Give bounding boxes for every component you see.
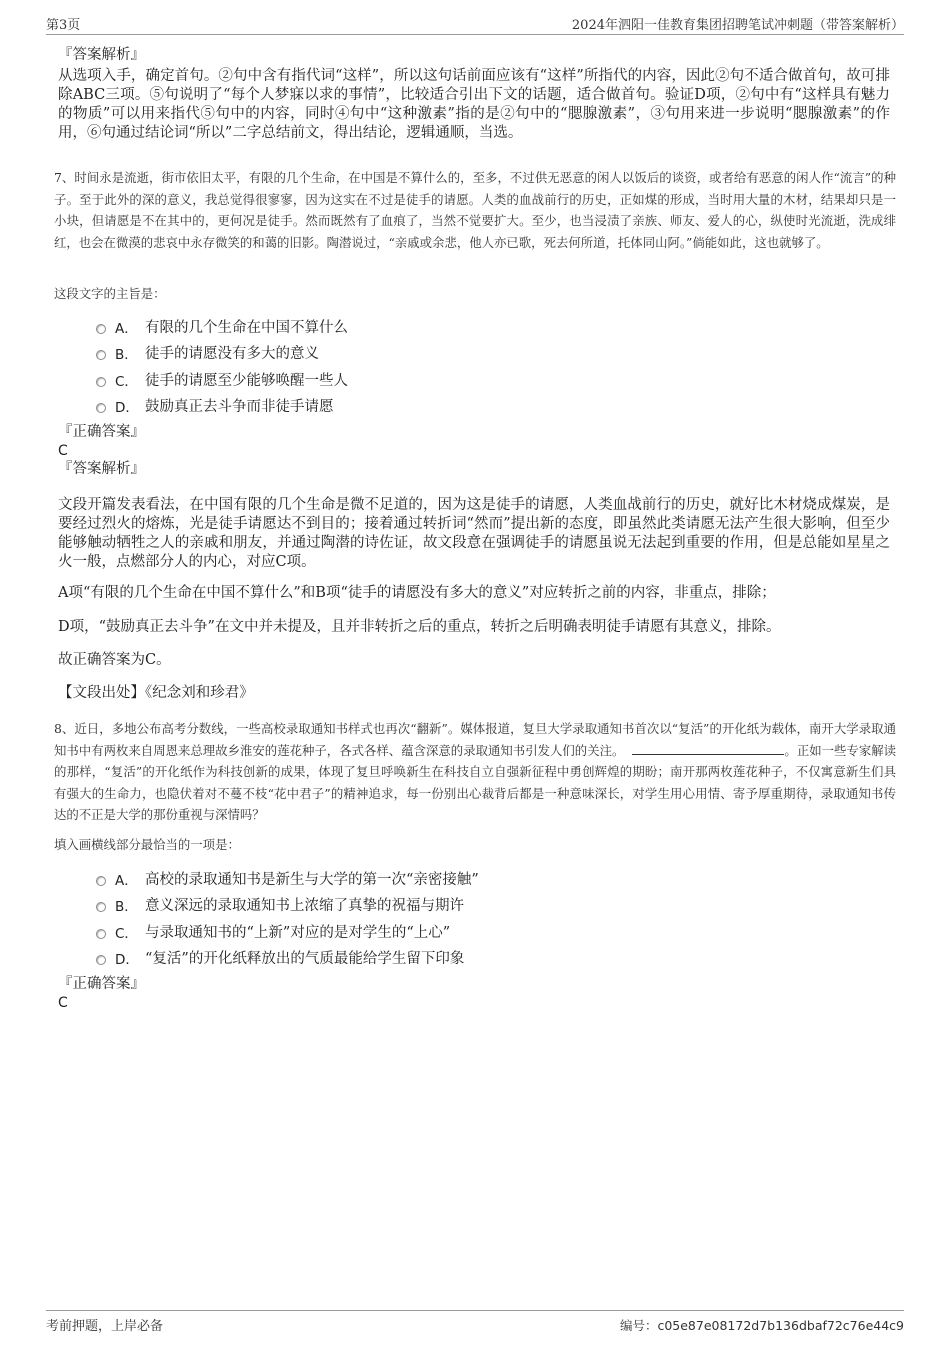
q7-answer-title: 『正确答案』 xyxy=(58,424,145,440)
option-letter: D． xyxy=(115,399,139,416)
q8-passage xyxy=(54,718,896,826)
option-text: 与录取通知书的“上新”对应的是对学生的“上心” xyxy=(145,925,451,941)
radio-icon[interactable] xyxy=(96,902,106,912)
q6-analysis-block xyxy=(58,46,890,143)
q7-option-d[interactable] xyxy=(96,395,334,416)
page-footer xyxy=(46,1310,904,1334)
q7-option-b[interactable] xyxy=(96,342,319,363)
q8-answer-block xyxy=(58,975,890,1011)
radio-icon[interactable] xyxy=(96,929,106,939)
q7-analysis-paragraph-4: 故正确答案为C。 xyxy=(58,652,171,668)
q7-answer: C xyxy=(58,443,68,459)
option-letter: B． xyxy=(115,898,138,915)
document-title: 2024年泗阳一佳教育集团招聘笔试冲刺题（带答案解析） xyxy=(571,18,904,33)
q8-passage-before: 8、近日，多地公布高考分数线，一些高校录取通知书样式也再次“翻新”。媒体报道，复旦大学录取通知书首次以“复活”的开化纸为载体，南开大学录取通知书中有两枚来自周恩来总理故乡淮安的莲花种子，各式各样、蕴含深意的录取通知书引发人们的关注。 xyxy=(54,721,896,758)
option-text: 徒手的请愿没有多大的意义 xyxy=(145,346,319,362)
radio-icon[interactable] xyxy=(96,955,106,965)
option-letter: C． xyxy=(115,373,138,390)
option-text: 意义深远的录取通知书上浓缩了真挚的祝福与期许 xyxy=(145,898,464,914)
page-header xyxy=(46,14,904,35)
q8-prompt: 填入画横线部分最恰当的一项是： xyxy=(54,837,240,852)
footer-slogan: 考前押题，上岸必备 xyxy=(46,1319,164,1334)
page-number: 第3页 xyxy=(46,18,81,33)
q7-answer-block xyxy=(58,423,890,479)
option-letter: A． xyxy=(115,872,138,889)
radio-icon[interactable] xyxy=(96,350,106,360)
option-text: 徒手的请愿至少能够唤醒一些人 xyxy=(145,373,348,389)
q7-analysis-paragraph-3: D项，“鼓励真正去斗争”在文中并未提及，且并非转折之后的重点，转折之后明确表明徒手请愿有其意义，排除。 xyxy=(58,619,781,635)
option-text: 鼓励真正去斗争而非徒手请愿 xyxy=(145,399,334,415)
option-text: “复活”的开化纸释放出的气质最能给学生留下印象 xyxy=(145,951,465,967)
option-letter: C． xyxy=(115,925,138,942)
option-letter: B． xyxy=(115,346,138,363)
q6-analysis-text: 从选项入手，确定首句。②句中含有指代词“这样”，所以这句话前面应该有“这样”所指代的内容，因此②句不适合做首句，故可排除ABC三项。⑤句说明了“每个人梦寐以求的事情”，比较适合引出下文的话题，适合做首句。验证D项，②句中有“这样具有魅力的物质”可以用来指代⑤句中的内容，同时④句中“这种激素”指的是②句中的“腮腺激素”，③句用来进一步说明“腮腺激素”的作用，⑥句通过结论词“所以”二字总结前文，得出结论，逻辑通顺，当选。 xyxy=(58,68,890,141)
radio-icon[interactable] xyxy=(96,403,106,413)
q7-analysis-paragraph-2: A项“有限的几个生命在中国不算什么”和B项“徒手的请愿没有多大的意义”对应转折之前的内容，非重点，排除； xyxy=(58,585,776,601)
q7-option-a[interactable] xyxy=(96,316,348,337)
q7-option-c[interactable] xyxy=(96,369,348,390)
q8-option-b[interactable] xyxy=(96,894,464,915)
option-text: 有限的几个生命在中国不算什么 xyxy=(145,320,348,336)
radio-icon[interactable] xyxy=(96,876,106,886)
option-text: 高校的录取通知书是新生与大学的第一次“亲密接触” xyxy=(145,872,479,888)
q8-option-d[interactable] xyxy=(96,947,464,968)
q7-analysis-title: 『答案解析』 xyxy=(58,461,145,477)
q8-answer-title: 『正确答案』 xyxy=(58,976,145,992)
q7-analysis-paragraph-1: 文段开篇发表看法，在中国有限的几个生命是微不足道的，因为这是徒手的请愿，人类血战前行的历史，就好比木材烧成煤炭，是要经过烈火的熔炼，光是徒手请愿达不到目的；接着通过转折词“然而”提出新的态度，即虽然此类请愿无法产生很大影响，但至少能够触动牺牲之人的亲戚和朋友，并通过陶潜的诗佐证，故文段意在强调徒手的请愿虽说无法起到重要的作用，但是总能如星星之火一般，点燃部分人的内心，对应C项。 xyxy=(58,497,890,570)
q7-prompt: 这段文字的主旨是： xyxy=(54,286,166,301)
document-id: 编号：c05e87e08172d7b136dbaf72c76e44c9 xyxy=(619,1318,904,1333)
option-letter: A． xyxy=(115,320,138,337)
q8-answer: C xyxy=(58,995,68,1011)
q8-passage-after: 。正如一些专家解读的那样，“复活”的开化纸作为科技创新的成果，体现了复旦呼唤新生在科技自立自强新征程中勇创辉煌的期盼；南开那两枚莲花种子，不仅寓意新生们具有强大的生命力，也隐伏着对不蔓不枝“花中君子”的精神追求，每一份别出心裁背后都是一种意味深长，对学生用心用情、寄予厚重期待，录取通知书传达的不正是大学的那份重视与深情吗？ xyxy=(54,742,897,822)
q6-analysis-title: 『答案解析』 xyxy=(58,47,145,63)
q7-source: 【文段出处】《纪念刘和珍君》 xyxy=(58,685,254,701)
radio-icon[interactable] xyxy=(96,377,106,387)
q7-passage: 7、时间永是流逝，街市依旧太平，有限的几个生命，在中国是不算什么的，至多，不过供无恶意的闲人以饭后的谈资，或者给有恶意的闲人作“流言”的种子。至于此外的深的意义，我总觉得很寥寥，因为这实在不过是徒手的请愿。人类的血战前行的历史，正如煤的形成，当时用大量的木材，结果却只是一小块，但请愿是不在其中的，更何况是徒手。然而既然有了血痕了，当然不觉要扩大。至少，也当浸渍了亲族、师友、爱人的心，纵使时光流逝，洗成绯红，也会在微漠的悲哀中永存微笑的和蔼的旧影。陶潜说过，“亲戚或余悲，他人亦已歌，死去何所道，托体同山阿。”倘能如此，这也就够了。 xyxy=(54,170,896,250)
radio-icon[interactable] xyxy=(96,324,106,334)
fill-blank-line xyxy=(632,742,784,755)
option-letter: D． xyxy=(115,951,139,968)
q8-option-a[interactable] xyxy=(96,868,479,889)
q8-option-c[interactable] xyxy=(96,921,450,942)
